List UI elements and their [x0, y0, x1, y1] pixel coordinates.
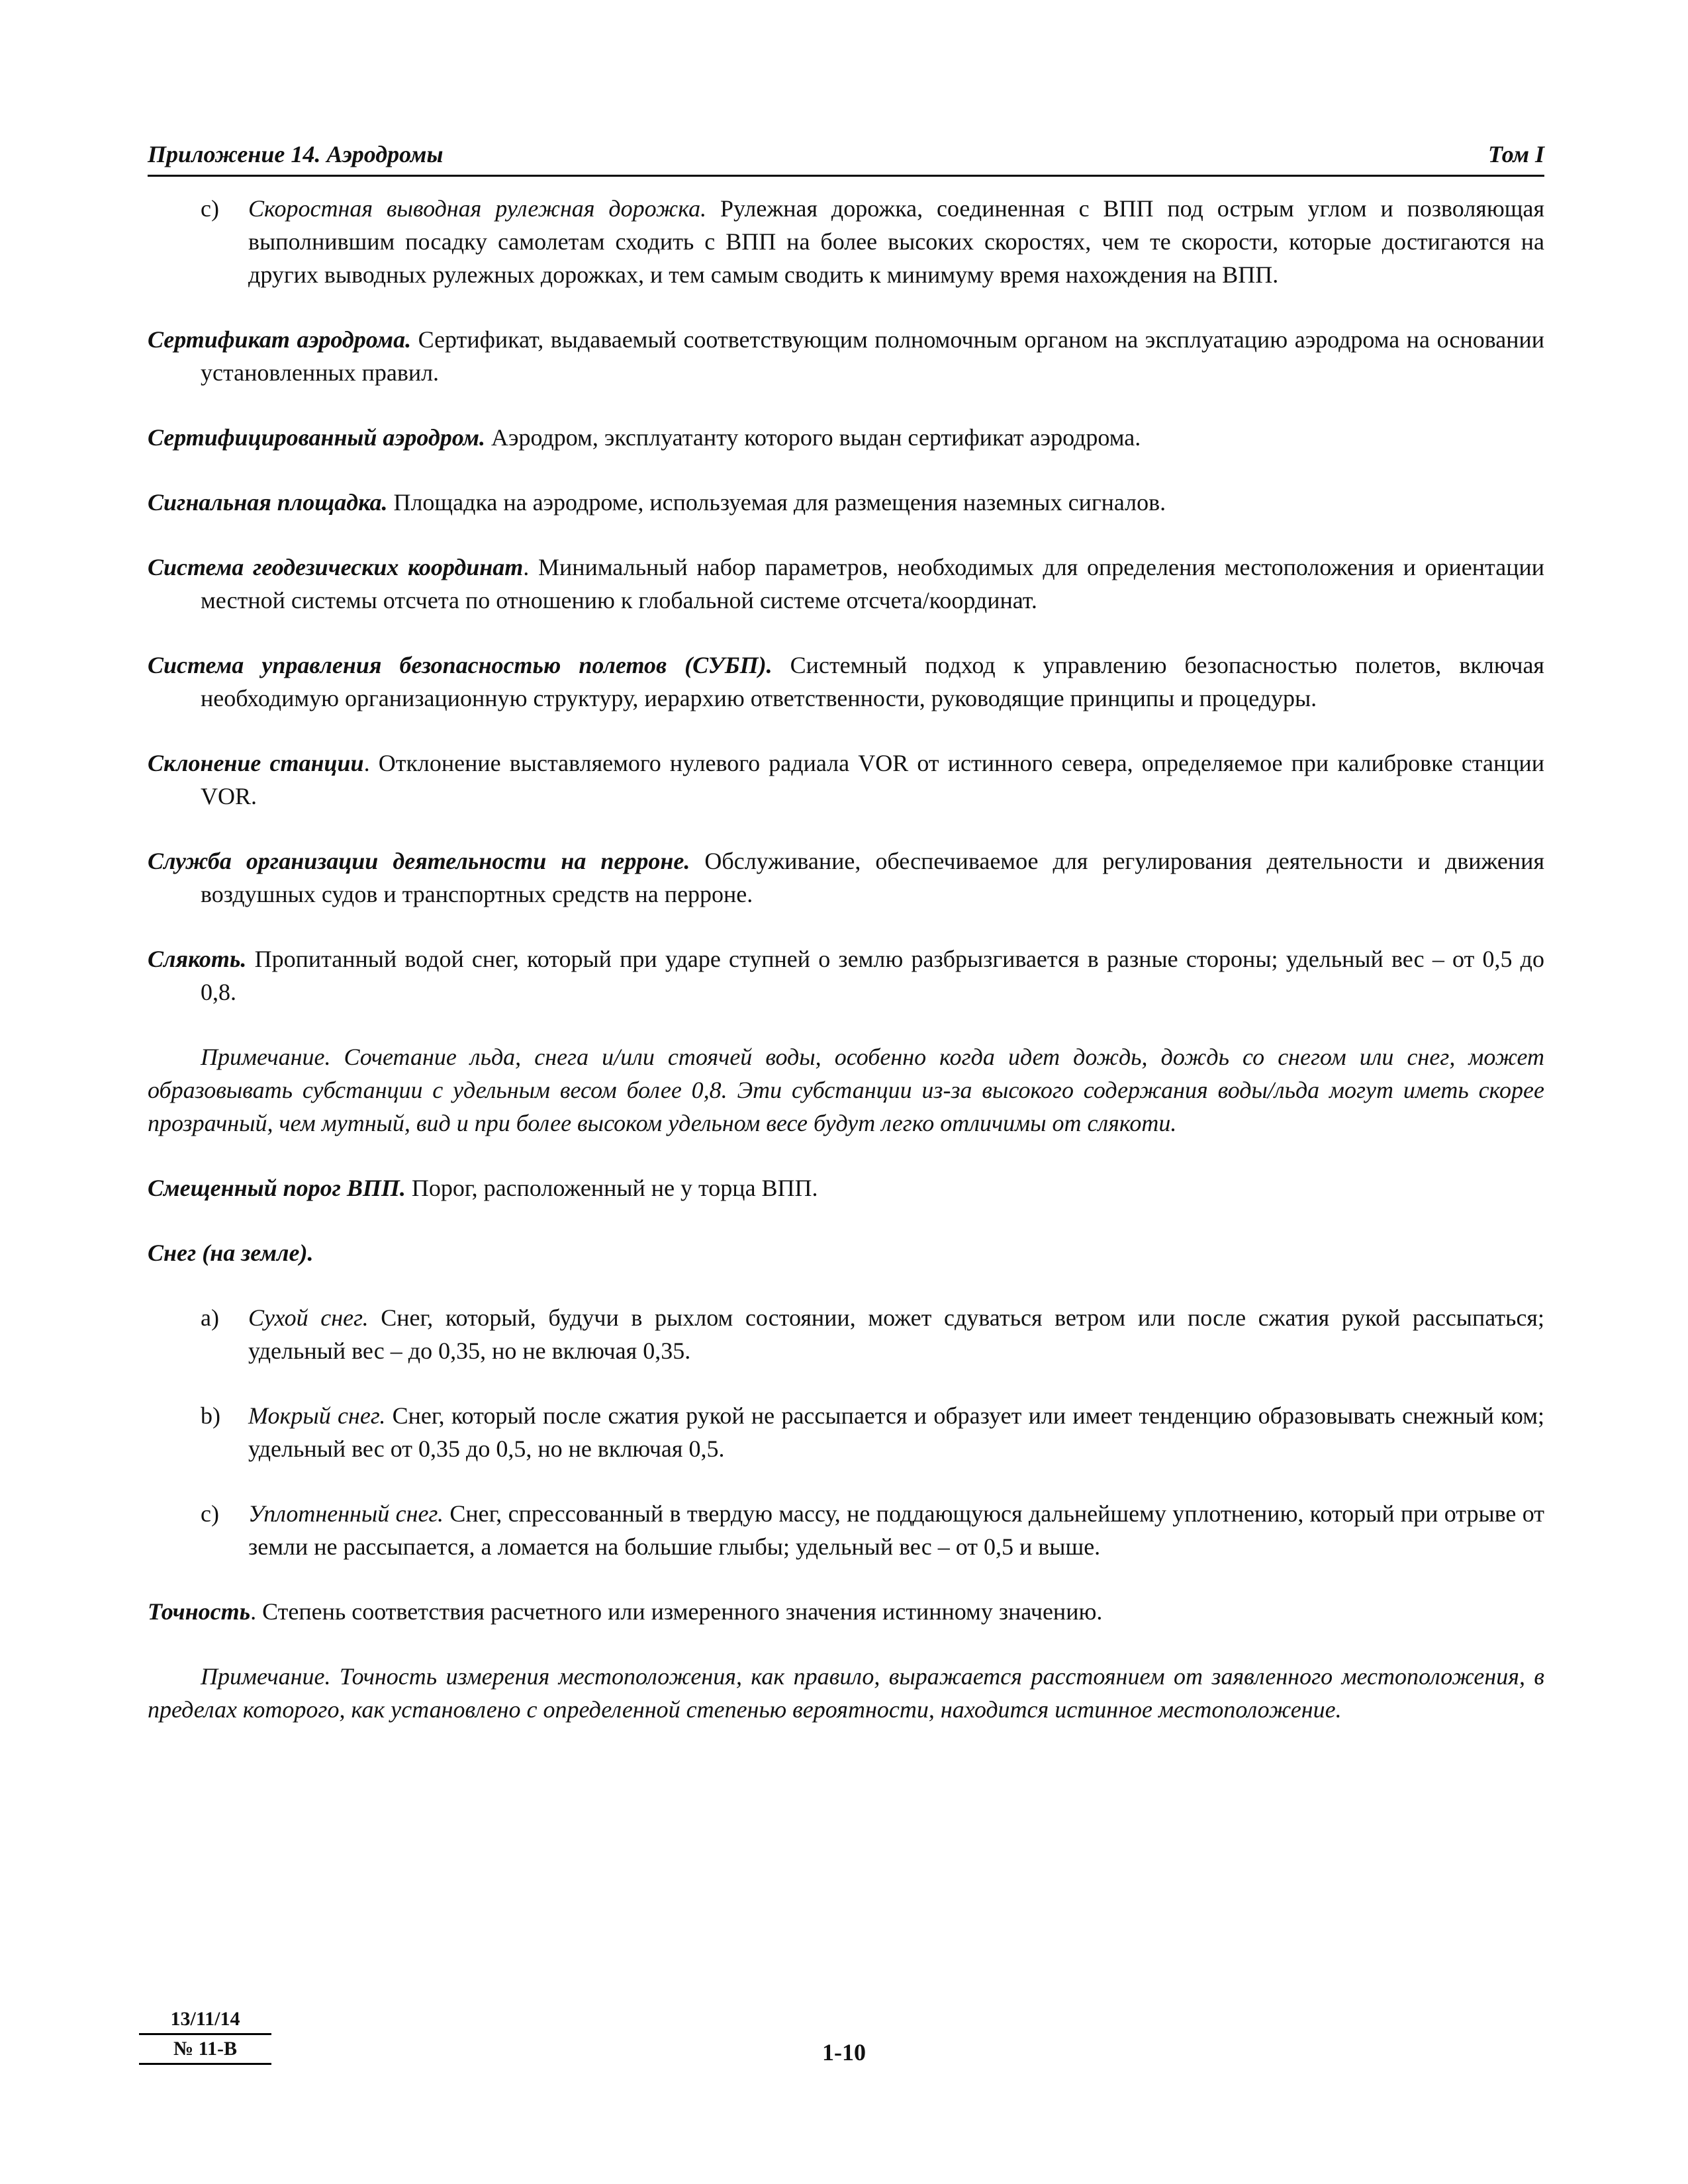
definition-text: Пропитанный водой снег, который при ударе ступней о землю разбрызгивается в разные стороны; удельный вес – от 0,5 до 0,8. [201, 946, 1544, 1005]
document-body [148, 192, 1544, 1758]
definition-text: Аэродром, эксплуатанту которого выдан сертификат аэродрома. [485, 424, 1141, 451]
definition-apron-management-service [148, 844, 1544, 911]
subdefinition-rapid-exit-taxiway [148, 192, 1544, 291]
page-number: 1-10 [822, 2039, 866, 2066]
definition-text: Порог, расположенный не у торца ВПП. [405, 1175, 818, 1201]
definition-certified-aerodrome [148, 421, 1544, 454]
definition-snow-heading: Снег (на земле). [148, 1240, 314, 1266]
definition-text: Системный подход к управлению безопасностью полетов, включая необходимую организационную структуру, иерархию ответственности, руководящие принципы и процедуры. [201, 652, 1544, 711]
footer-divider [139, 2063, 271, 2065]
definition-station-declination [148, 747, 1544, 813]
definition-signal-area [148, 486, 1544, 519]
definition-term: Слякоть. [148, 946, 247, 972]
subdefinition-label: c) [201, 1500, 219, 1527]
definition-term: Сертифицированный аэродром. [148, 424, 486, 451]
definition-term: Смещенный порог ВПП. [148, 1175, 406, 1201]
definition-geodetic-datum [148, 551, 1544, 617]
definition-displaced-threshold [148, 1171, 1544, 1205]
subdefinition-text: Снег, спрессованный в твердую массу, не поддающуюся дальнейшему уплотнению, который при отрыве от земли не рассыпается, а ломается на большие глыбы; удельный вес – от 0,5 и выше. [248, 1500, 1544, 1560]
subdefinition-text: Снег, который после сжатия рукой не рассыпается и образует или имеет тенденцию образовывать снежный ком; удельный вес от 0,35 до 0,5, но не включая 0,5. [248, 1402, 1544, 1462]
subdefinition-label: a) [201, 1304, 219, 1331]
definition-text: Сертификат, выдаваемый соответствующим полномочным органом на эксплуатацию аэродрома на основании установленных правил. [201, 326, 1545, 386]
subdefinition-term: Сухой снег. [248, 1304, 369, 1331]
definition-term: Система управления безопасностью полетов (СУБП). [148, 652, 773, 678]
definition-accuracy [148, 1595, 1544, 1628]
footer-date: 13/11/14 [170, 2008, 240, 2030]
definition-term: Сертификат аэродрома. [148, 326, 412, 353]
note-accuracy: Примечание. Точность измерения местоположения, как правило, выражается расстоянием от заявленного местоположения, в пределах которого, как установлено с определенной степенью вероятности, находится истинное местоположение. [148, 1663, 1544, 1723]
subdefinition-label: c) [201, 195, 219, 222]
footer-divider [139, 2033, 271, 2035]
definition-slush [148, 942, 1544, 1009]
definition-text: . Степень соответствия расчетного или измеренного значения истинному значению. [250, 1598, 1103, 1625]
subdefinition-dry-snow [148, 1301, 1544, 1367]
footer-amendment-block [139, 2007, 271, 2066]
page-header [148, 132, 1544, 177]
footer-amendment-number: № 11-B [173, 2038, 237, 2060]
definition-text: . Минимальный набор параметров, необходимых для определения местоположения и ориентации местной системы отсчета по отношению к глобальной системе отсчета/координат. [201, 554, 1544, 614]
definition-safety-management-system [148, 649, 1544, 715]
definition-text: . Отклонение выставляемого нулевого радиала VOR от истинного севера, определяемое при калибровке станции VOR. [201, 750, 1545, 809]
subdefinition-term: Мокрый снег. [248, 1402, 386, 1429]
subdefinition-text: Снег, который, будучи в рыхлом состоянии, может сдуваться ветром или после сжатия рукой рассыпаться; удельный вес – до 0,35, но не включая 0,35. [248, 1304, 1544, 1364]
definition-term: Служба организации деятельности на перроне. [148, 848, 690, 874]
subdefinition-wet-snow [148, 1399, 1544, 1465]
subdefinition-text: Рулежная дорожка, соединенная с ВПП под острым углом и позволяющая выполнившим посадку самолетам сходить с ВПП на более высоких скоростях, чем те скорости, которые достигаются на других выводных рулежных дорожках, и тем самым сводить к минимуму время нахождения на ВПП. [248, 195, 1545, 288]
definition-aerodrome-certificate [148, 323, 1544, 389]
definition-text: Площадка на аэродроме, используемая для размещения наземных сигналов. [387, 489, 1166, 516]
definition-term: Сигнальная площадка. [148, 489, 388, 516]
subdefinition-compacted-snow [148, 1497, 1544, 1563]
header-document-title: Приложение 14. Аэродромы [148, 141, 444, 167]
definition-term: Система геодезических координат [148, 554, 524, 580]
subdefinition-term: Скоростная выводная рулежная дорожка. [248, 195, 707, 222]
note-slush: Примечание. Сочетание льда, снега и/или стоячей воды, особенно когда идет дождь, дождь со снегом или снег, может образовывать субстанции с удельным весом более 0,8. Эти субстанции из-за высокого содержания воды/льда могут иметь скорее прозрачный, чем мутный, вид и при более высоком удельном весе будут легко отличимы от слякоти. [148, 1044, 1544, 1136]
definition-term: Склонение станции [148, 750, 364, 776]
subdefinition-term: Уплотненный снег. [248, 1500, 444, 1527]
header-volume: Том I [1488, 141, 1544, 167]
subdefinition-label: b) [201, 1402, 220, 1429]
definition-term: Точность [148, 1598, 251, 1625]
definition-text: Обслуживание, обеспечиваемое для регулирования деятельности и движения воздушных судов и транспортных средств на перроне. [201, 848, 1544, 907]
